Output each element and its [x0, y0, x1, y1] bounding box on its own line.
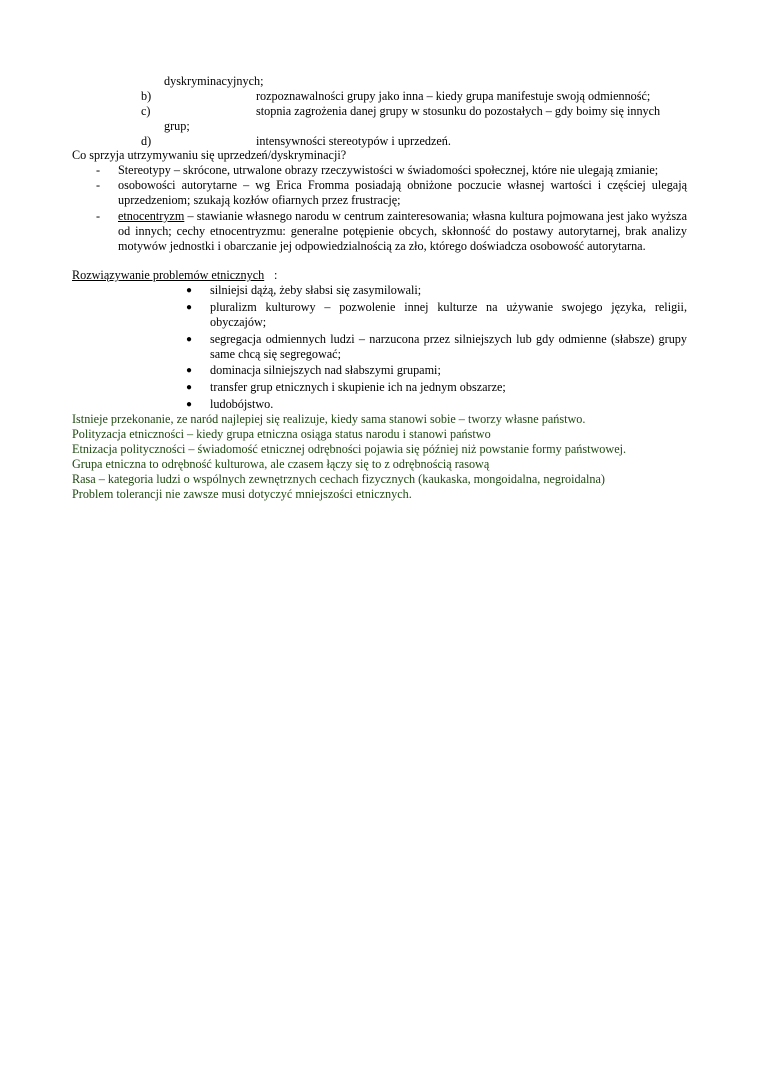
- bullet-item: pluralizm kulturowy – pozwolenie innej kulturze na używanie swojego języka, religii, obyczajów;: [210, 300, 687, 329]
- bullet-item: transfer grup etnicznych i skupienie ich na jednym obszarze;: [210, 380, 506, 394]
- question-heading: Co sprzyja utrzymywaniu się uprzedzeń/dyskryminacji?: [72, 148, 347, 162]
- bullet-icon: ●: [186, 334, 193, 345]
- bullet-item: segregacja odmiennych ludzi – narzucona przez silniejszych lub gdy odmienne (słabsze) grupy same chcą się segregować;: [210, 332, 687, 361]
- list-letter-b: b): [141, 89, 152, 103]
- bullet-icon: ●: [186, 399, 193, 410]
- green-note-line: Rasa – kategoria ludzi o wspólnych zewnętrznych cechach fizycznych (kaukaska, mongoidalna, negroidalna): [72, 472, 605, 486]
- dash-item-authoritarian: osobowości autorytarne – wg Erica Fromma posiadają obniżone poczucie własnej wartości i częściej ulegają uprzedzeniom; szukają kozłów ofiarnych przez frustrację;: [118, 178, 687, 207]
- heading-colon: :: [274, 268, 278, 282]
- bullet-icon: ●: [186, 365, 193, 376]
- section-heading-solving: Rozwiązywanie problemów etnicznych: [72, 268, 265, 282]
- green-note-line: Etnizacja polityczności – świadomość etnicznej odrębności pojawia się później niż powstanie formy państwowej.: [72, 442, 627, 456]
- green-note-line: Problem tolerancji nie zawsze musi dotyczyć mniejszości etnicznych.: [72, 487, 412, 501]
- list-item-c: stopnia zagrożenia danej grupy w stosunku do pozostałych – gdy boimy się innych: [256, 104, 661, 118]
- bullet-item: ludobójstwo.: [210, 397, 274, 411]
- bullet-item: dominacja silniejszych nad słabszymi grupami;: [210, 363, 441, 377]
- list-item-a-continuation: dyskryminacyjnych;: [164, 74, 264, 88]
- bullet-icon: ●: [186, 302, 193, 313]
- dash-item-ethnocentrism: etnocentryzm – stawianie własnego narodu w centrum zainteresowania; własna kultura pojmowana jest jako wyższa od innych; cechy etnocentryzmu: generalne potępienie obcych, skłonność do postawy autorytarnej, brak analizy motywów jednostki i obarczanie jej odpowiedzialnością za zło, którego doświadcza osobowość autorytarna.: [118, 209, 687, 253]
- list-item-b: rozpoznawalności grupy jako inna – kiedy grupa manifestuje swoją odmienność;: [256, 89, 651, 103]
- list-letter-c: c): [141, 104, 151, 118]
- dash-marker: -: [96, 178, 101, 192]
- green-note-line: Istnieje przekonanie, ze naród najlepiej się realizuje, kiedy sama stanowi sobie – tworzy własne państwo.: [72, 412, 586, 426]
- dash-marker: -: [96, 209, 101, 223]
- list-item-d: intensywności stereotypów i uprzedzeń.: [256, 134, 451, 148]
- bullet-icon: ●: [186, 382, 193, 393]
- bullet-item: silniejsi dążą, żeby słabsi się zasymilowali;: [210, 283, 422, 297]
- dash-item-stereotypes: Stereotypy – skrócone, utrwalone obrazy rzeczywistości w świadomości społecznej, które nie ulegają zmianie;: [118, 163, 659, 177]
- list-letter-d: d): [141, 134, 152, 148]
- list-item-c-continuation: grup;: [164, 119, 190, 133]
- bullet-icon: ●: [186, 285, 193, 296]
- green-note-line: Grupa etniczna to odrębność kulturowa, ale czasem łączy się to z odrębnością rasową: [72, 457, 490, 471]
- dash-marker: -: [96, 163, 101, 177]
- ethnocentrism-term: etnocentryzm: [118, 209, 185, 223]
- green-note-line: Polityzacja etniczności – kiedy grupa etniczna osiąga status narodu i stanowi państwo: [72, 427, 491, 441]
